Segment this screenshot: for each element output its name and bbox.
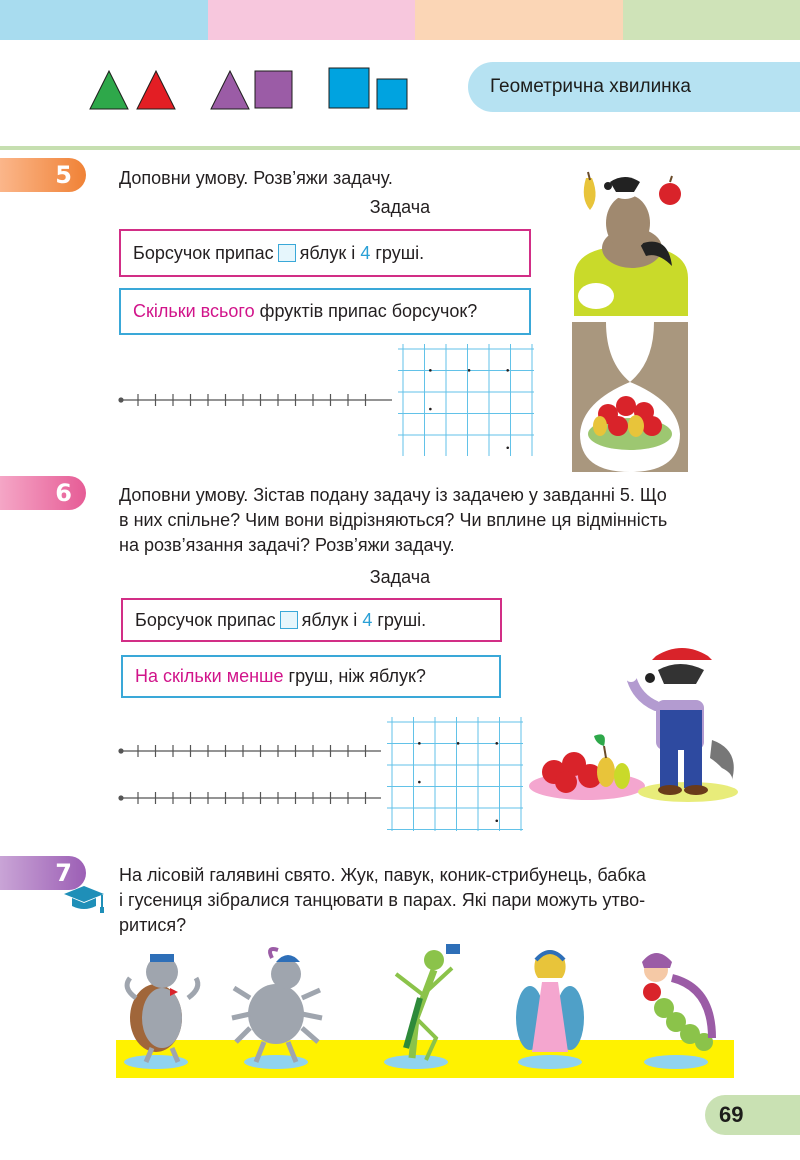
task-5-question-box — [119, 288, 531, 335]
blue-big-square-icon — [329, 68, 369, 108]
task-6-instruction-line-1: Доповни умову. Зістав подану задачу із задачею у завданні 5. Що — [119, 485, 667, 505]
green-triangle-icon — [90, 71, 128, 109]
graduation-cap-icon — [62, 884, 106, 914]
grid-dot — [468, 369, 471, 372]
task-6-answer-grid[interactable] — [387, 717, 523, 831]
blue-small-square-icon — [377, 79, 407, 109]
top-strip-pink — [208, 0, 415, 40]
condition-text-3: груші. — [377, 609, 427, 630]
task-6-number-line-1[interactable] — [116, 741, 386, 761]
task-6-question-box — [121, 655, 501, 698]
task-7-text-line-3: ритися? — [119, 915, 187, 935]
task-5-number-tab — [0, 158, 86, 192]
task-5-number-line[interactable] — [116, 390, 396, 410]
grid-dot — [418, 742, 421, 745]
task-number: 5 — [55, 161, 72, 189]
top-strip-green — [623, 0, 800, 40]
badger-farmer-illustration — [622, 640, 740, 804]
task-5-heading: Задача — [369, 197, 431, 217]
task-6-heading: Задача — [369, 567, 431, 587]
condition-text-1: Борсучок припас — [135, 609, 276, 630]
section-title-tab — [468, 62, 800, 112]
task-7-text-line-2: і гусениця зібралися танцювати в парах. Які пари можуть утво- — [119, 890, 646, 910]
question-rest: фруктів припас борсучок? — [259, 301, 478, 321]
geometric-shapes — [88, 64, 418, 112]
condition-text-2: яблук і — [301, 609, 358, 630]
task-7-text-line-1: На лісовій галявині свято. Жук, павук, коник-стрибунець, бабка — [119, 865, 646, 885]
purple-square-icon — [255, 71, 292, 108]
grid-dot — [506, 446, 509, 449]
insects-dancing-illustration — [116, 938, 734, 1080]
task-5-condition-box — [119, 229, 531, 277]
dragonfly-icon — [516, 950, 584, 1052]
page-number — [705, 1095, 800, 1135]
purple-triangle-icon — [211, 71, 249, 109]
pear-count: 4 — [362, 609, 373, 630]
answer-blank-box[interactable] — [280, 611, 298, 629]
badger-with-fruit-illustration — [572, 168, 690, 316]
red-triangle-icon — [137, 71, 175, 109]
condition-text-1: Борсучок припас — [133, 242, 274, 263]
task-6-instruction-line-2: в них спільне? Чим вони відрізняються? Чи вплине ця відмінність — [119, 510, 668, 530]
task-6-number-line-2[interactable] — [116, 788, 386, 808]
question-highlight: Скільки всього — [133, 301, 255, 321]
grid-dot — [506, 369, 509, 372]
page-number-text: 69 — [719, 1102, 744, 1127]
caterpillar-icon — [642, 953, 713, 1051]
top-strip-blue — [0, 0, 208, 40]
question-highlight: На скільки менше — [135, 666, 284, 686]
task-6-instruction-line-3: на розв’язання задачі? Розв’яжи задачу. — [119, 535, 455, 555]
grid-dot — [418, 781, 421, 784]
task-6-condition-box — [121, 598, 502, 642]
task-6-number-tab — [0, 476, 86, 510]
condition-text-3: груші. — [375, 242, 425, 263]
task-5-instruction: Доповни умову. Розв’яжи задачу. — [119, 168, 393, 188]
task-5-answer-grid[interactable] — [398, 344, 534, 456]
task-number: 6 — [55, 479, 72, 507]
grid-dot — [457, 742, 460, 745]
condition-text-2: яблук і — [299, 242, 356, 263]
answer-blank-box[interactable] — [278, 244, 296, 262]
section-title: Геометрична хвилинка — [490, 76, 691, 97]
question-rest: груш, ніж яблук? — [288, 666, 426, 686]
bowl-of-fruit-illustration — [572, 322, 688, 472]
pear-count: 4 — [360, 242, 371, 263]
grid-dot — [495, 742, 498, 745]
top-strip-orange — [415, 0, 623, 40]
grid-dot — [495, 819, 498, 822]
grid-dot — [429, 369, 432, 372]
header-divider — [0, 146, 800, 150]
grid-dot — [429, 408, 432, 411]
task-number: 7 — [55, 859, 72, 887]
